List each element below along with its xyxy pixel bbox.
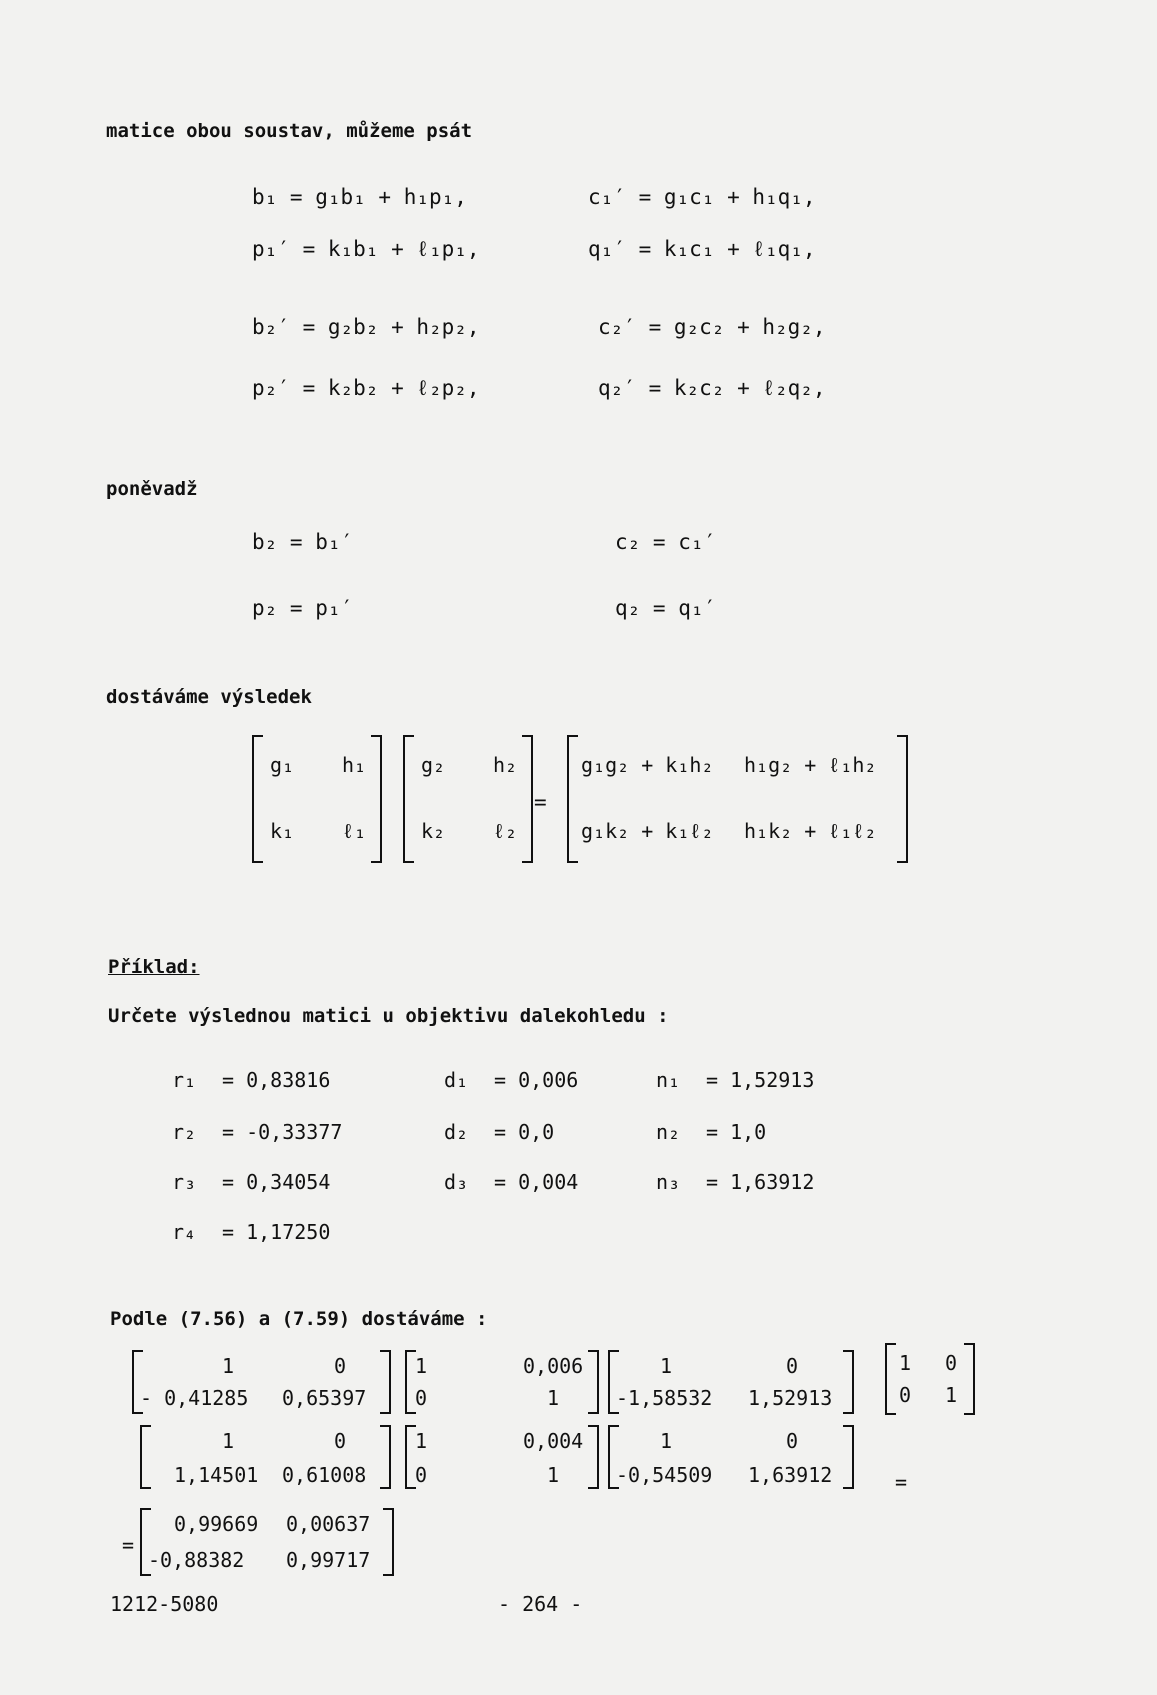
equation-row-1-left: b₁ = g₁b₁ + h₁p₁, — [252, 185, 467, 209]
row2-m3-cell-11: 1 — [660, 1429, 673, 1453]
row2-m2-cell-11: 1 — [415, 1429, 428, 1453]
param-d2-name: d₂ — [444, 1120, 469, 1144]
since-eq-2-left: p₂ = p₁′ — [252, 596, 354, 620]
row1-m4-cell-21: 0 — [899, 1383, 912, 1407]
result-label: dostáváme výsledek — [106, 686, 312, 708]
row2-m1-cell-11: 1 — [222, 1429, 235, 1453]
row1-m3-cell-21: -1,58532 — [616, 1386, 713, 1410]
param-n1-value: = 1,52913 — [706, 1068, 815, 1092]
row1-m2-cell-22: 1 — [547, 1386, 560, 1410]
final-matrix — [140, 1508, 394, 1576]
equation-row-4-right: q₂′ = k₂c₂ + ℓ₂q₂, — [598, 376, 826, 400]
final-cell-12: 0,00637 — [286, 1512, 371, 1536]
row1-m3-cell-12: 0 — [786, 1354, 799, 1378]
matrix-a-cell-12: h₁ — [342, 753, 367, 777]
row1-m2-cell-21: 0 — [415, 1386, 428, 1410]
row2-m1-cell-21: 1,14501 — [174, 1463, 259, 1487]
row2-m2-cell-21: 0 — [415, 1463, 428, 1487]
matrix-b-cell-22: ℓ₂ — [493, 819, 518, 843]
final-equals-sign: = — [122, 1533, 135, 1557]
row1-matrix-3 — [608, 1350, 854, 1414]
intro-text: matice obou soustav, můžeme psát — [106, 120, 473, 142]
param-r3-name: r₃ — [172, 1170, 197, 1194]
row2-matrix-3 — [608, 1425, 854, 1489]
param-r4-value: = 1,17250 — [222, 1220, 331, 1244]
param-n2-name: n₂ — [656, 1120, 681, 1144]
param-r1-value: = 0,83816 — [222, 1068, 331, 1092]
row2-matrix-2 — [405, 1425, 599, 1489]
row1-m1-cell-11: 1 — [222, 1354, 235, 1378]
param-d3-value: = 0,004 — [494, 1170, 579, 1194]
param-d1-name: d₁ — [444, 1068, 469, 1092]
matrix-a-cell-21: k₁ — [270, 819, 295, 843]
row2-matrix-1 — [140, 1425, 391, 1489]
page-number: - 264 - — [498, 1592, 583, 1616]
row1-m2-cell-11: 1 — [415, 1354, 428, 1378]
param-r2-name: r₂ — [172, 1120, 197, 1144]
matrix-c-cell-11: g₁g₂ + k₁h₂ — [581, 753, 714, 777]
equation-row-3-right: c₂′ = g₂c₂ + h₂g₂, — [598, 315, 826, 339]
row1-matrix-4 — [885, 1343, 975, 1415]
row1-m3-cell-11: 1 — [660, 1354, 673, 1378]
matrix-b — [403, 735, 533, 863]
row1-m4-cell-11: 1 — [899, 1351, 912, 1375]
row2-m3-cell-21: -0,54509 — [616, 1463, 713, 1487]
row2-m1-cell-12: 0 — [334, 1429, 347, 1453]
param-n1-name: n₁ — [656, 1068, 681, 1092]
param-r3-value: = 0,34054 — [222, 1170, 331, 1194]
param-n3-value: = 1,63912 — [706, 1170, 815, 1194]
equation-row-1-right: c₁′ = g₁c₁ + h₁q₁, — [588, 185, 816, 209]
equation-row-3-left: b₂′ = g₂b₂ + h₂p₂, — [252, 315, 480, 339]
row1-m1-cell-12: 0 — [334, 1354, 347, 1378]
row2-m2-cell-22: 1 — [547, 1463, 560, 1487]
param-r1-name: r₁ — [172, 1068, 197, 1092]
row1-m4-cell-22: 1 — [945, 1383, 958, 1407]
final-cell-22: 0,99717 — [286, 1548, 371, 1572]
matrix-b-cell-21: k₂ — [421, 819, 446, 843]
since-eq-1-left: b₂ = b₁′ — [252, 530, 354, 554]
according-text: Podle (7.56) a (7.59) dostáváme : — [110, 1308, 488, 1330]
since-label: poněvadž — [106, 478, 198, 500]
row1-m1-cell-21: - 0,41285 — [140, 1386, 249, 1410]
matrix-a-cell-11: g₁ — [270, 753, 295, 777]
matrix-b-cell-11: g₂ — [421, 753, 446, 777]
row1-m1-cell-22: 0,65397 — [282, 1386, 367, 1410]
final-cell-21: -0,88382 — [148, 1548, 245, 1572]
example-task: Určete výslednou matici u objektivu dalekohledu : — [108, 1005, 669, 1027]
param-n3-name: n₃ — [656, 1170, 681, 1194]
param-d2-value: = 0,0 — [494, 1120, 555, 1144]
row1-m2-cell-12: 0,006 — [523, 1354, 584, 1378]
param-r4-name: r₄ — [172, 1220, 197, 1244]
matrix-c-cell-22: h₁k₂ + ℓ₁ℓ₂ — [744, 819, 877, 843]
row2-m3-cell-22: 1,63912 — [748, 1463, 833, 1487]
matrix-c — [567, 735, 908, 863]
matrix-a — [252, 735, 382, 863]
equation-row-4-left: p₂′ = k₂b₂ + ℓ₂p₂, — [252, 376, 480, 400]
equation-row-2-right: q₁′ = k₁c₁ + ℓ₁q₁, — [588, 237, 816, 261]
matrix-c-cell-12: h₁g₂ + ℓ₁h₂ — [744, 753, 877, 777]
param-r2-value: = -0,33377 — [222, 1120, 343, 1144]
matrix-c-cell-21: g₁k₂ + k₁ℓ₂ — [581, 819, 714, 843]
since-eq-1-right: c₂ = c₁′ — [615, 530, 717, 554]
row1-matrix-1 — [132, 1350, 391, 1414]
row1-m3-cell-22: 1,52913 — [748, 1386, 833, 1410]
row1-matrix-2 — [405, 1350, 599, 1414]
final-cell-11: 0,99669 — [174, 1512, 259, 1536]
param-d1-value: = 0,006 — [494, 1068, 579, 1092]
row2-m3-cell-12: 0 — [786, 1429, 799, 1453]
row1-m4-cell-12: 0 — [945, 1351, 958, 1375]
equation-row-2-left: p₁′ = k₁b₁ + ℓ₁p₁, — [252, 237, 480, 261]
matrix-a-cell-22: ℓ₁ — [342, 819, 367, 843]
param-n2-value: = 1,0 — [706, 1120, 767, 1144]
matrix-b-cell-12: h₂ — [493, 753, 518, 777]
row2-m2-cell-12: 0,004 — [523, 1429, 584, 1453]
footer-code: 1212-5080 — [110, 1592, 219, 1616]
example-label: Příklad: — [108, 956, 200, 978]
equals-sign: = — [534, 790, 547, 814]
param-d3-name: d₃ — [444, 1170, 469, 1194]
row2-m1-cell-22: 0,61008 — [282, 1463, 367, 1487]
since-eq-2-right: q₂ = q₁′ — [615, 596, 717, 620]
row2-equals-sign: = — [895, 1470, 908, 1494]
